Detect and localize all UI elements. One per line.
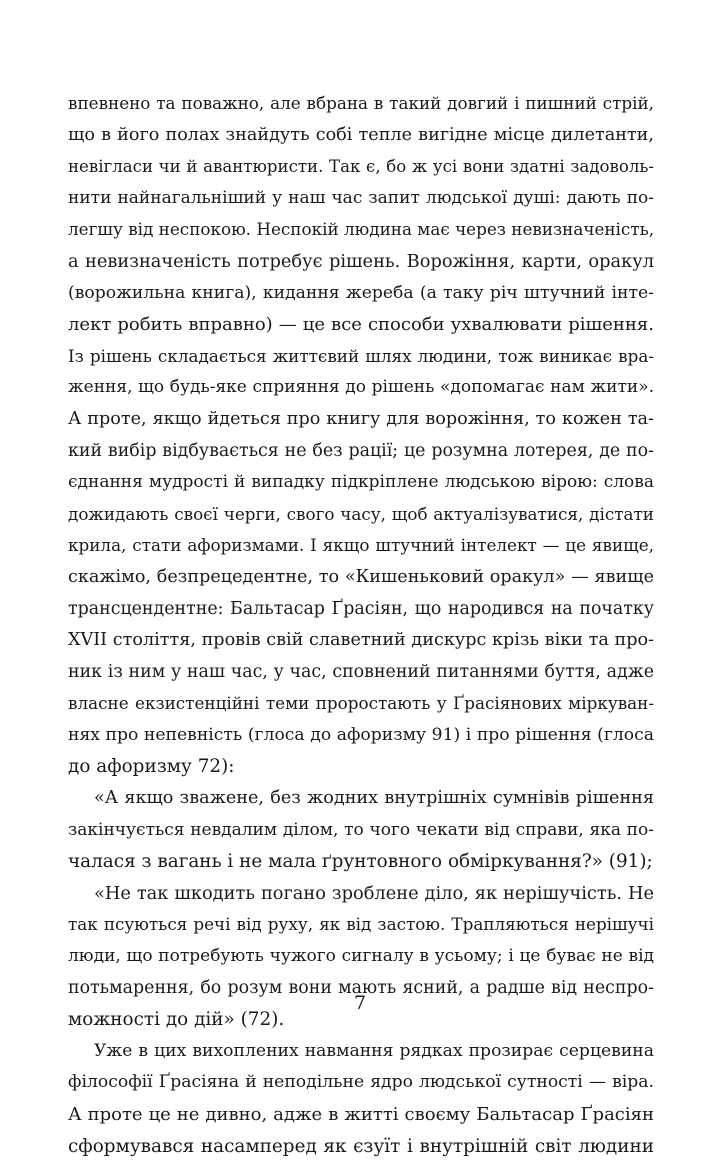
- text-line: власне екзистенційні теми проростають у Ґрасіянових міркуван-: [68, 693, 654, 714]
- text-line: закінчується невдалим ділом, то чого чекати від справи, яка по-: [68, 819, 654, 840]
- text-line: ник із ним у наш час, у час, сповнений питаннями буття, адже: [68, 661, 654, 682]
- text-line: невігласи чи й авантюристи. Так є, бо ж усі вони здатні задоволь-: [68, 157, 654, 177]
- text-line: нях про непевність (глоса до афоризму 91) і про рішення (глоса: [68, 724, 654, 745]
- text-line: люди, що потребують чужого сигналу в усьому; і це буває не від: [68, 946, 654, 967]
- text-line: єднання мудрості й випадку підкріплене людською вірою: слова: [68, 472, 654, 493]
- text-line: нити найнагальніший у наш час запит людської душі: дають по-: [68, 187, 654, 208]
- text-line: до афоризму 72):: [68, 756, 235, 778]
- paragraph: [68, 88, 654, 783]
- text-line: що в його полах знайдуть собі тепле вигідне місце дилетанти,: [68, 124, 654, 145]
- text-line: можності до дій» (72).: [68, 1009, 285, 1031]
- text-line: А проте це не дивно, адже в житті своєму Бальтасар Ґрасіян: [68, 1104, 654, 1125]
- text-line: крила, стати афоризмами. І якщо штучний інтелект — це явище,: [68, 535, 654, 556]
- paragraph: [68, 783, 654, 878]
- text-line: філософії Ґрасіяна й неподільне ядро людської сутності — віра.: [68, 1072, 654, 1093]
- text-line: скажімо, безпрецедентне, то «Кишеньковий оракул» — явище: [68, 566, 654, 587]
- text-line: XVII століття, провів свій славетний дискурс крізь віки та про-: [68, 630, 654, 651]
- text-line: лект робить вправно) — це все способи ухвалювати рішення.: [68, 314, 654, 336]
- text-line: чалася з вагань і не мала ґрунтовного обміркування?» (91);: [68, 851, 653, 873]
- text-line: трансцендентне: Бальтасар Ґрасіян, що народився на початку: [68, 598, 654, 619]
- text-line: ження, що будь-яке сприяння до рішень «допомагає нам жити».: [68, 377, 654, 398]
- text-line: «Не так шкодить погано зроблене діло, як нерішучість. Не: [94, 882, 654, 904]
- text-line: Уже в цих вихоплених навмання рядках прозирає серцевина: [94, 1040, 654, 1061]
- text-line: (ворожильна книга), кидання жереба (а таку річ штучний інте-: [68, 282, 654, 303]
- text-line: впевнено та поважно, але вбрана в такий довгий і пишний стрій,: [68, 93, 654, 113]
- text-line: а невизначеність потребує рішень. Ворожіння, карти, оракул: [68, 250, 654, 272]
- text-line: так псуються речі від руху, як від застою. Трапляються нерішучі: [68, 914, 654, 935]
- text-line: дожидають своєї черги, свого часу, щоб актуалізуватися, дістати: [68, 503, 654, 524]
- text-line: А проте, якщо йдеться про книгу для ворожіння, то кожен та-: [68, 408, 654, 429]
- paragraph: [68, 1036, 654, 1162]
- text-line: сформувався насамперед як єзуїт і внутрішній світ людини: [68, 1135, 654, 1157]
- text-line: потьмарення, бо розум вони мають ясний, а радше від неспро-: [68, 977, 654, 998]
- page-number: 7: [353, 992, 367, 1014]
- text-line: легшу від неспокою. Неспокій людина має через невизначеність,: [68, 219, 655, 240]
- text-line: кий вибір відбувається не без рації; це розумна лотерея, де по-: [68, 440, 654, 461]
- text-line: Із рішень складається життєвий шлях людини, тож виникає вра-: [68, 345, 654, 366]
- text-line: «А якщо зважене, без жодних внутрішніх сумнівів рішення: [94, 788, 654, 809]
